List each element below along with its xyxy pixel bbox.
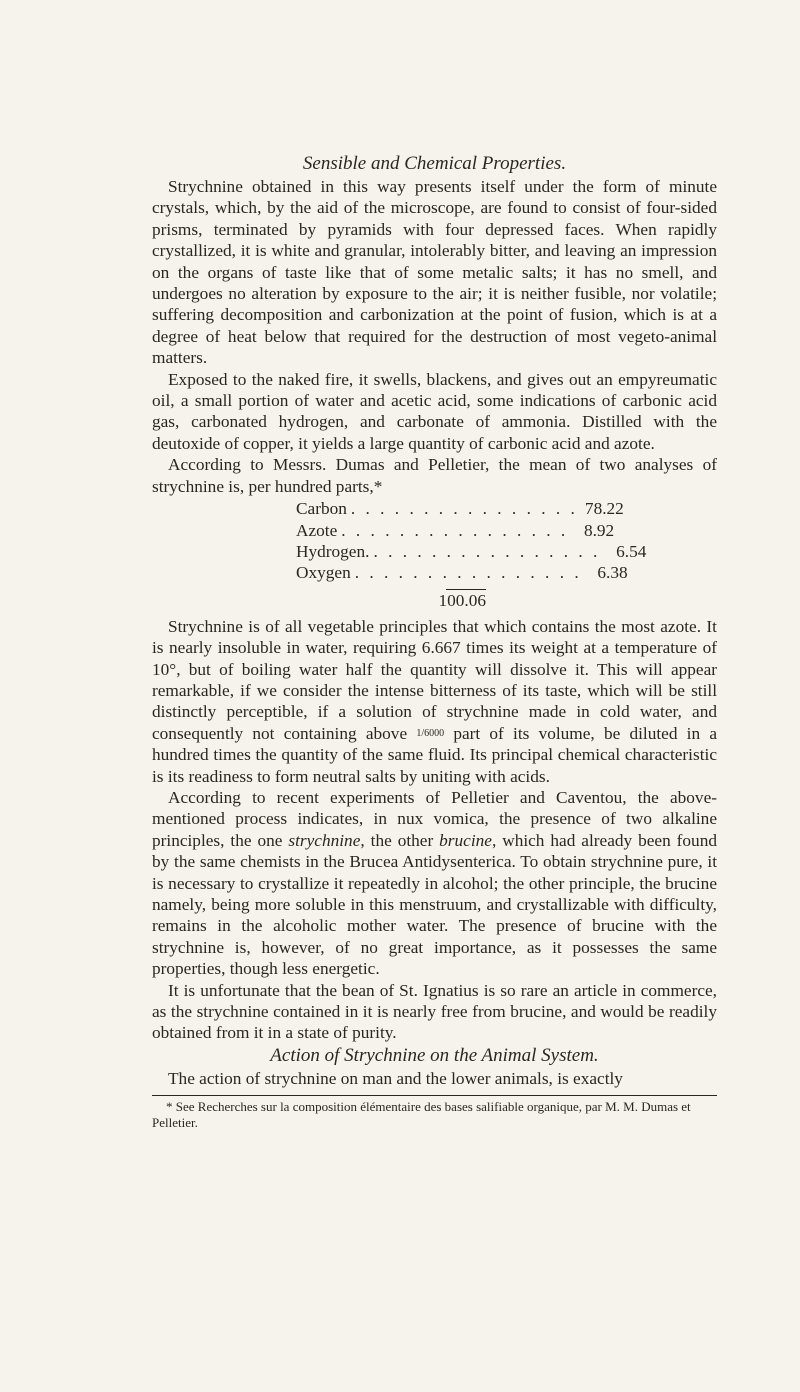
leader-dots: . . . . . . . . . . . . . . . . [341,520,569,540]
paragraph-alkaline-principles [152,787,717,980]
analysis-table [296,498,647,612]
analysis-value: 6.54 [616,541,647,561]
term-brucine: brucine [439,830,492,850]
principles-text-c: , which had already been found by the same chemists in the Brucea Antidysenterica. To obtain strychnine pure, it is necessary to crystallize it repeatedly in alcohol; the other principle, the brucine namely, being more soluble in this menstruum, and crystallizable with difficulty, remains in the alcoholic mother water. The presence of brucine with the strychnine is, however, of no great importance, as it possesses the same properties, though less energetic. [152,830,717,979]
analysis-element: Hydrogen. [296,541,370,561]
page-content [152,152,717,1131]
analysis-row [296,562,628,583]
analysis-row [296,541,647,562]
principles-text-a: According to recent experiments of Pelletier and Caventou, the above-mentioned process indicates, in nux vomica, the presence of two alkaline principles, the one [152,787,717,850]
fraction-one-six-thousandth: 1/6000 [416,727,445,739]
footnote-rule [152,1095,717,1096]
section-heading-action: Action of Strychnine on the Animal System. [270,1044,599,1066]
paragraph-analysis-intro: According to Messrs. Dumas and Pelletier, the mean of two analyses of strychnine is, per hundred parts,* [152,455,717,496]
analysis-value: 6.38 [597,563,628,583]
analysis-total: 100.06 [438,590,486,610]
footnote: * See Recherches sur la composition élémentaire des bases salifiable organique, par M. M. Dumas et Pelletier. [152,1099,691,1131]
paragraph-action: The action of strychnine on man and the lower animals, is exactly [168,1068,623,1088]
solubility-text-a: Strychnine is of all vegetable principles that which contains the most azote. It is nearly insoluble in water, requiring 6.667 times its weight at a temperature of 10°, but of boiling water half the quantity will dissolve it. This will appear remarkable, if we consider the intense bitterness of its taste, which will be still distinctly perceptible, if a solution of strychnine made in cold water, and consequently not containing above [152,616,717,743]
solubility-text-b: part of its volume, be diluted in a hundred times the quantity of the same fluid. Its principal chemical characteristic is its readiness to form neutral salts by uniting with acids. [152,723,717,786]
paragraph-naked-fire: Exposed to the naked fire, it swells, blackens, and gives out an empyreumatic oil, a small portion of water and acetic acid, some indications of carbonic acid gas, carbonated hydrogen, and carbonate of ammonia. Distilled with the deutoxide of copper, it yields a large quantity of carbonic acid and azote. [152,369,717,453]
paragraph-st-ignatius: It is unfortunate that the bean of St. Ignatius is so rare an article in commerce, as the strychnine contained in it is nearly free from brucine, and would be readily obtained from it in a state of purity. [152,980,717,1043]
section-heading: Sensible and Chemical Properties. [302,153,567,174]
term-strychnine: strychnine [288,830,361,850]
leader-dots: . . . . . . . . . . . . . . . . [354,563,582,583]
paragraph-solubility [152,616,717,787]
paragraph-crystals: Strychnine obtained in this way presents itself under the form of minute crystals, which, by the aid of the microscope, are found to consist of four-sided prisms, terminated by pyramids with four depressed faces. When rapidly crystallized, it is white and granular, intolerably bitter, and leaving an impression on the organs of taste like that of some metalic salts; it has no smell, and undergoes no alteration by exposure to the air; it is neither fusible, nor volatile; suffering decomposition and carbonization at the point of fusion, which is at a degree of heat below that required for the destruction of most vegeto-animal matters. [152,177,717,368]
analysis-element: Azote [296,520,338,540]
analysis-element: Carbon [296,499,347,519]
analysis-element: Oxygen [296,563,351,583]
analysis-row [296,498,624,519]
analysis-value: 8.92 [583,520,615,540]
analysis-value: 78.22 [584,499,624,519]
leader-dots: . . . . . . . . . . . . . . . . [350,499,578,519]
leader-dots: . . . . . . . . . . . . . . . . [373,541,601,561]
analysis-row [296,520,615,541]
principles-text-b: , the other [360,830,440,850]
